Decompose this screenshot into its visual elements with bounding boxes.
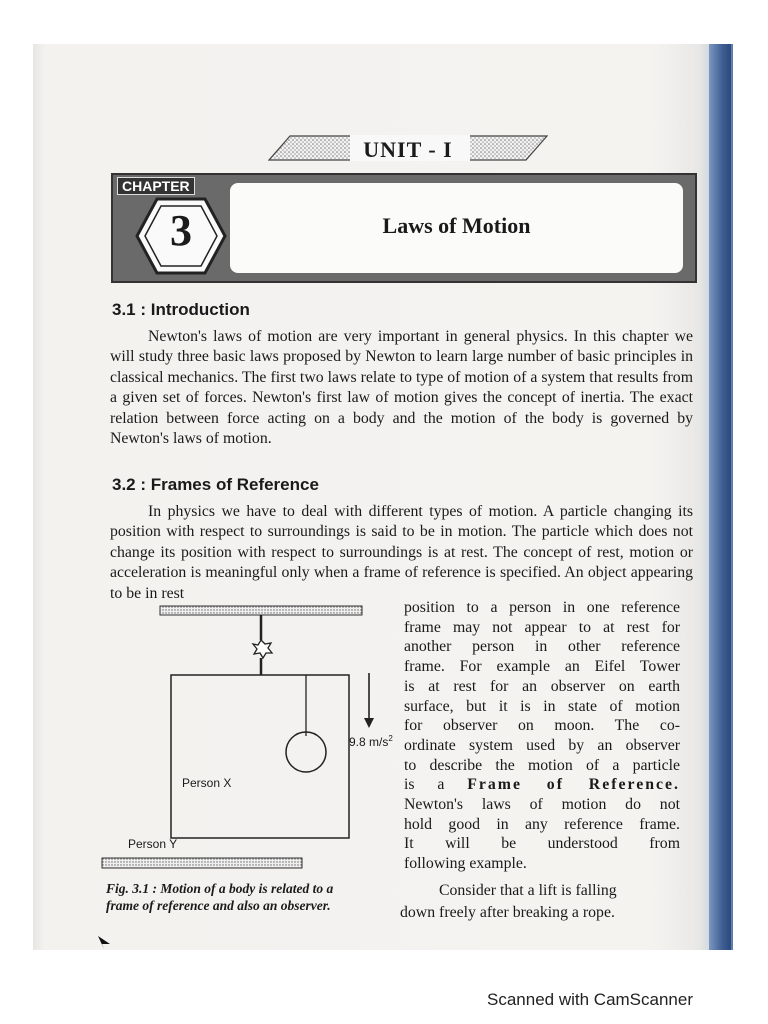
caption-line: frame of reference and also an observer. — [106, 898, 331, 913]
section-heading-frames: 3.2 : Frames of Reference — [112, 475, 319, 494]
frame-of-reference-line — [404, 775, 680, 795]
chapter-title-panel — [230, 183, 683, 273]
section-heading-introduction: 3.1 : Introduction — [112, 300, 250, 319]
column-line: hold good in any reference frame. — [404, 815, 680, 833]
rope-break-icon — [253, 640, 272, 658]
introduction-text: Newton's laws of motion are very important in general physics. In this chapter we will study three basic laws proposed by Newton to learn large number of basic principles in classical mechanics. The first two laws relate to type of motion of a system that results from a given set of forces. Newton's first law of motion gives the concept of inertia. The exact relation between force acting on a body and the motion of the body is governed by Newton's laws of motion. — [110, 328, 693, 448]
column-line: position to a person in one reference — [404, 599, 680, 616]
column-line: frame may not appear to at rest for — [404, 618, 680, 636]
unit-title: UNIT - I — [363, 137, 453, 162]
ground-bar — [102, 858, 302, 868]
column-line: to describe the motion of a particle — [404, 756, 680, 774]
pendulum-bob — [286, 732, 326, 772]
column-line: It will be understood from — [404, 835, 680, 853]
acceleration-value: 9.8 m/s — [349, 735, 389, 749]
page-mark-icon — [96, 934, 112, 950]
ceiling-bar — [160, 606, 362, 615]
scanner-watermark: Scanned with CamScanner — [487, 990, 694, 1009]
acceleration-exponent: 2 — [388, 734, 393, 743]
person-x-label: Person X — [182, 776, 232, 790]
chapter-label: CHAPTER — [117, 177, 195, 195]
chapter-title: Laws of Motion — [382, 213, 531, 238]
consider-line: Consider that a lift is falling — [439, 882, 617, 899]
arrow-head-icon — [364, 718, 374, 728]
frame-prefix: is a — [404, 776, 445, 794]
figure-caption — [106, 880, 396, 914]
column-line: for observer on moon. The co- — [404, 717, 680, 735]
introduction-paragraph — [110, 327, 693, 449]
book-page-edge — [709, 44, 731, 950]
column-line: following example. — [404, 855, 527, 873]
frame-of-reference-term: Frame of Reference. — [467, 776, 680, 794]
frames-column-text — [404, 598, 680, 874]
column-line: surface, but it is in state of motion — [404, 697, 680, 715]
acceleration-label — [349, 734, 393, 749]
column-line: ordinate system used by an observer — [404, 736, 680, 754]
consider-line: down freely after breaking a rope. — [400, 904, 615, 921]
chapter-number-badge — [135, 197, 227, 275]
figure-3-1 — [90, 600, 410, 880]
lift-cabin — [171, 675, 349, 838]
frames-text: In physics we have to deal with different types of motion. A particle changing its position with respect to surroundings is said to be in motion. The particle which does not change its position with respect to surroundings is at rest. The concept of rest, motion or acceleration is meaningful only when a frame of reference is specified. An object appearing to be in rest — [110, 503, 693, 602]
column-line: Newton's laws of motion do not — [404, 796, 680, 814]
unit-banner — [268, 135, 548, 161]
person-y-label: Person Y — [128, 837, 178, 851]
frames-paragraph — [110, 502, 693, 604]
consider-paragraph — [400, 880, 676, 924]
chapter-header — [111, 173, 697, 283]
column-line: another person in other reference — [404, 638, 680, 656]
caption-line: Fig. 3.1 : Motion of a body is related to a — [106, 881, 334, 896]
column-line: is at rest for an observer on earth — [404, 677, 680, 695]
chapter-number: 3 — [170, 206, 192, 255]
column-line: frame. For example an Eifel Tower — [404, 658, 680, 676]
